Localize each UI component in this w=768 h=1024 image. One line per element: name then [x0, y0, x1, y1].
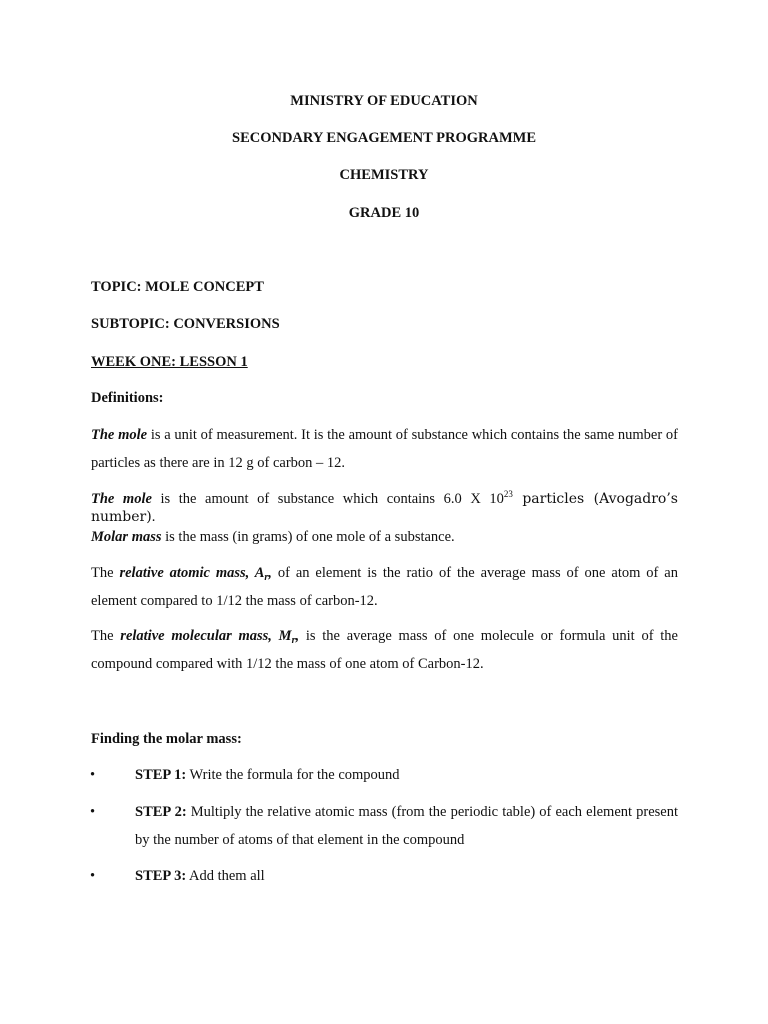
- term-mole: The mole: [91, 491, 152, 507]
- definition-prefix: The: [91, 628, 121, 644]
- list-item-step-1: [90, 762, 678, 790]
- step-text: Multiply the relative atomic mass (from the periodic table) of each element present by the number of atoms of that element in the compound: [135, 804, 679, 848]
- period: .: [151, 509, 156, 525]
- subject-title: CHEMISTRY: [339, 167, 429, 183]
- list-item-step-3: [90, 863, 678, 891]
- subtopic-heading: SUBTOPIC: CONVERSIONS: [91, 316, 280, 332]
- step-label: STEP 3:: [135, 868, 187, 884]
- comma: ,: [268, 565, 272, 581]
- week-heading: WEEK ONE: LESSON 1: [91, 354, 248, 370]
- term-relative-molecular-mass: relative molecular mass, M: [120, 628, 292, 644]
- bullet: •: [90, 767, 96, 783]
- definition-relative-atomic-mass: [91, 560, 678, 615]
- definition-text: of an element is the ratio of the average mass of one atom of an element compared to 1/12 the mass of carbon-12.: [91, 565, 678, 609]
- molar-mass-heading: Finding the molar mass:: [91, 731, 242, 747]
- definition-text: is a unit of measurement. It is the amount of substance which contains the same number of particles as there are in 12 g of carbon – 12.: [91, 427, 678, 471]
- definition-text: is the average mass of one molecule or formula unit of the compound compared with 1/12 the mass of one atom of Carbon-12.: [91, 628, 678, 672]
- definition-text: is the amount of substance which contains 6.0 X 10: [151, 491, 504, 507]
- term-mole: The mole: [91, 427, 148, 443]
- topic-heading: TOPIC: MOLE CONCEPT: [91, 279, 264, 295]
- subscript: r: [291, 635, 296, 646]
- definition-relative-molecular-mass: [91, 623, 678, 678]
- step-text: Write the formula for the compound: [186, 767, 400, 783]
- term-relative-atomic-mass: relative atomic mass, A: [119, 565, 265, 581]
- programme-title: SECONDARY ENGAGEMENT PROGRAMME: [232, 130, 536, 146]
- definition-text: is the mass (in grams) of one mole of a substance.: [161, 529, 455, 545]
- ministry-title: MINISTRY OF EDUCATION: [290, 93, 478, 109]
- definition-molar-mass: [91, 528, 678, 546]
- list-item-step-2: [90, 799, 679, 854]
- term-molar-mass: Molar mass: [91, 529, 162, 545]
- subscript: r: [264, 572, 269, 583]
- comma: ,: [295, 628, 300, 644]
- definition-prefix: The: [91, 565, 120, 581]
- definitions-heading: Definitions:: [91, 390, 164, 406]
- exponent: 23: [503, 489, 513, 499]
- definition-mole-2: [91, 490, 678, 526]
- step-label: STEP 1:: [135, 767, 187, 783]
- grade-title: GRADE 10: [348, 205, 420, 221]
- step-text: Add them all: [186, 868, 265, 884]
- bullet: •: [90, 868, 96, 884]
- definition-mole-1: [91, 422, 678, 477]
- bullet: •: [90, 804, 96, 820]
- step-label: STEP 2:: [135, 804, 187, 820]
- avogadro-text: particles (Avogadro’s number): [91, 491, 678, 525]
